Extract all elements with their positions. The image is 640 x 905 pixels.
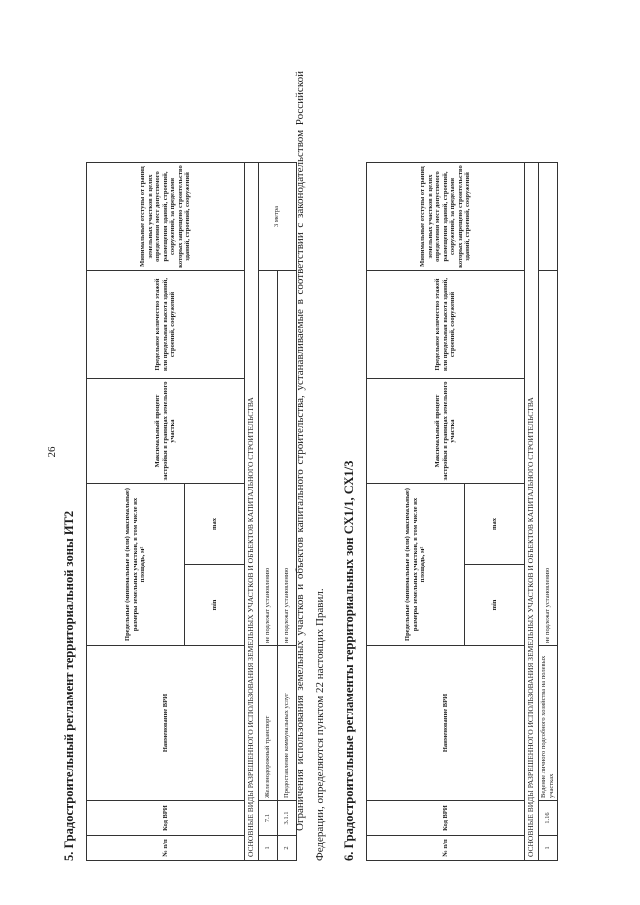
cell-name: Ведение личного подсобного хозяйства на полевых участках bbox=[538, 646, 557, 801]
table-row bbox=[538, 163, 557, 861]
section-6-table bbox=[366, 162, 558, 861]
cell-sizes: не подлежат установлению bbox=[258, 271, 277, 646]
section-5-title: 5. Градостроительный регламент территориальной зоны ИТ2 bbox=[62, 510, 76, 861]
header-max: max bbox=[465, 484, 525, 565]
header-sizes: Предельные (минимальные и (или) максимальные) размеры земельных участков, в том числе их площадь, м² bbox=[87, 484, 185, 646]
header-min: min bbox=[465, 565, 525, 646]
header-setback: Минимальные отступы от границ земельных участков в целях определения мест допустимого размещения зданий, строений, сооружений, за пределами которых запрещено строительство зданий, строений, сооружений bbox=[367, 163, 525, 271]
header-max: max bbox=[185, 484, 245, 565]
cell-code: 1.16 bbox=[538, 801, 557, 836]
header-min: min bbox=[185, 565, 245, 646]
header-code: Код ВРИ bbox=[87, 801, 245, 836]
header-floors: Предельное количество этажей или предельная высота зданий, строений, сооружений bbox=[367, 271, 525, 379]
header-sizes: Предельные (минимальные и (или) максимальные) размеры земельных участков, в том числе их площадь, м² bbox=[367, 484, 465, 646]
section-row: ОСНОВНЫЕ ВИДЫ РАЗРЕШЕННОГО ИСПОЛЬЗОВАНИЯ ЗЕМЕЛЬНЫХ УЧАСТКОВ И ОБЪЕКТОВ КАПИТАЛЬНОГО СТРОИТЕЛЬСТВА bbox=[525, 163, 539, 861]
cell-num: 1 bbox=[538, 836, 557, 861]
section-5-table bbox=[86, 162, 297, 861]
header-num: № п/п bbox=[87, 836, 245, 861]
cell-setback bbox=[538, 163, 557, 271]
header-code: Код ВРИ bbox=[367, 801, 525, 836]
header-percent: Максимальный процент застройки в границах земельного участка bbox=[367, 379, 525, 484]
header-name: Наименование ВРИ bbox=[367, 646, 525, 801]
header-percent: Максимальный процент застройки в границах земельного участка bbox=[87, 379, 245, 484]
cell-sizes: не подлежат установлению bbox=[277, 271, 296, 646]
rotated-content bbox=[40, 37, 600, 867]
cell-num: 2 bbox=[277, 836, 296, 861]
cell-name: Железнодорожный транспорт bbox=[258, 646, 277, 801]
header-num: № п/п bbox=[367, 836, 525, 861]
page-number: 26 bbox=[46, 446, 58, 458]
cell-setback: 3 метра bbox=[258, 163, 296, 271]
cell-name: Предоставление коммунальных услуг bbox=[277, 646, 296, 801]
restrictions-paragraph bbox=[290, 71, 330, 861]
paragraph-text: Ограничения использования земельных участков и объектов капитального строительства, устанавливаемые в соответствии с законодательством Российской Федерации, определяются пунктом 22 настоящих Правил. bbox=[294, 71, 326, 861]
cell-num: 1 bbox=[258, 836, 277, 861]
section-6-title: 6. Градостроительные регламенты территориальных зон СХ1/1, СХ1/3 bbox=[342, 460, 356, 861]
cell-code: 7.1 bbox=[258, 801, 277, 836]
header-setback: Минимальные отступы от границ земельных участков в целях определения мест допустимого размещения зданий, строений, сооружений, за пределами которых запрещено строительство зданий, строений, сооружений bbox=[87, 163, 245, 271]
header-name: Наименование ВРИ bbox=[87, 646, 245, 801]
cell-sizes: не подлежат установлению bbox=[538, 271, 557, 646]
cell-code: 3.1.1 bbox=[277, 801, 296, 836]
section-row: ОСНОВНЫЕ ВИДЫ РАЗРЕШЕННОГО ИСПОЛЬЗОВАНИЯ ЗЕМЕЛЬНЫХ УЧАСТКОВ И ОБЪЕКТОВ КАПИТАЛЬНОГО СТРОИТЕЛЬСТВА bbox=[245, 163, 259, 861]
table-row bbox=[258, 163, 277, 861]
header-floors: Предельное количество этажей или предельная высота зданий, строений, сооружений bbox=[87, 271, 245, 379]
